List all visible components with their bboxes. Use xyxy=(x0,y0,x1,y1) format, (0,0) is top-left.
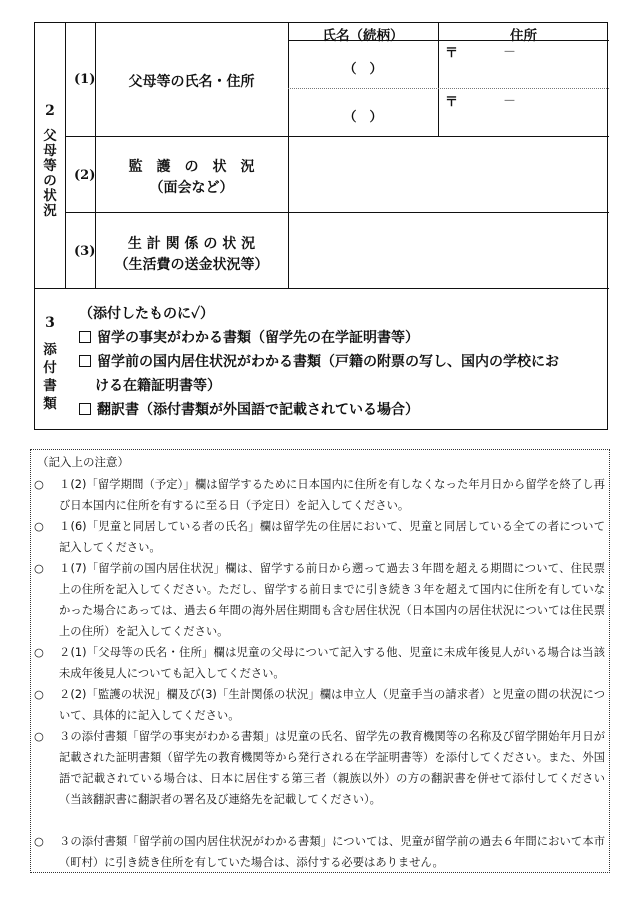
row-3-label: 生 計 関 係 の 状 況 xyxy=(127,236,256,252)
attachment-instructions: （添付したものに✓） xyxy=(79,306,215,322)
attachment-item-study-proof[interactable]: 留学の事実がわかる書類（留学先の在学証明書等） xyxy=(79,327,419,347)
application-form-table xyxy=(34,22,608,430)
row-2-sublabel: （面会など） xyxy=(149,180,234,196)
row-3-sublabel: （生活費の送金状況等） xyxy=(114,257,269,273)
checkbox[interactable] xyxy=(79,331,91,343)
attachment-item-translation[interactable]: 翻訳書（添付書類が外国語で記載されている場合） xyxy=(79,399,419,419)
bullet-icon: ○ xyxy=(34,562,44,575)
note-text: ２(1)「父母等の氏名・住所」欄は児童の父母について記入する他、児童に未成年後見人がいる場合は当該未成年後見人についても記入してください。 xyxy=(59,646,605,680)
table-divider xyxy=(65,136,609,137)
checkbox[interactable] xyxy=(79,403,91,415)
note-text: １(6)「児童と同居している者の氏名」欄は留学先の住居において、児童と同居している全ての者について記入してください。 xyxy=(59,520,605,554)
table-divider xyxy=(35,288,609,289)
name-column-header: 氏名（続柄） xyxy=(322,28,404,44)
table-divider xyxy=(288,88,609,89)
bullet-icon: ○ xyxy=(34,688,44,701)
note-text: ２(2)「監護の状況」欄及び(3)「生計関係の状況」欄は申立人（児童手当の請求者）と児童の間の状況について、具体的に記入してください。 xyxy=(59,688,605,722)
section-2-title: 父 母 等 の 状 況 xyxy=(43,128,57,219)
bullet-icon: ○ xyxy=(34,835,44,848)
row-1-label: 父母等の氏名・住所 xyxy=(128,74,255,90)
postal-mark-1: 〒 xyxy=(445,46,459,61)
relation-placeholder-1: （ ） xyxy=(343,62,383,77)
bullet-icon: ○ xyxy=(34,520,44,533)
bullet-icon: ○ xyxy=(34,478,44,491)
section-3-title: 添 付 書 類 xyxy=(43,342,57,412)
attachment-item-residence-proof-cont: ける在籍証明書等） xyxy=(95,378,221,394)
bullet-icon: ○ xyxy=(34,646,44,659)
note-text: ３の添付書類「留学前の国内居住状況がわかる書類」については、児童が留学前の過去６年間において本市（町村）に引き続き住所を有していた場合は、添付する必要はありません。 xyxy=(59,835,605,869)
note-text: １(7)「留学前の国内居住状況」欄は、留学する前日から遡って過去３年間を超える期間について、住民票上の住所を記入してください。ただし、留学する前日までに引き続き３年を超えて国内に住所を有していなかった場合にあっては、過去６年間の海外居住期間も含む居住状況（日本国内の居住状況については住民票上の住所）を記入してください。 xyxy=(59,562,605,638)
note-text: ３の添付書類「留学の事実がわかる書類」は児童の氏名、留学先の教育機関等の名称及び留学開始年月日が記載された証明書類（留学先の教育機関等から発行される在学証明書等）を添付してください。また、外国語で記載されている場合は、日本に居住する第三者（親族以外）の方の翻訳書を併せて添付してください（当該翻訳書に翻訳者の署名及び連絡先を記載してください）。 xyxy=(59,730,605,806)
row-2-number: (2) xyxy=(74,168,96,183)
row-1-number: (1) xyxy=(74,72,96,87)
section-2-number: 2 xyxy=(45,103,55,119)
postal-mark-2: 〒 xyxy=(445,95,459,110)
relation-placeholder-2: （ ） xyxy=(343,110,383,125)
bullet-icon: ○ xyxy=(34,730,44,743)
notes-box xyxy=(30,449,610,873)
table-divider xyxy=(65,23,66,288)
postal-dash-1: － xyxy=(503,45,517,60)
row-3-number: (3) xyxy=(74,244,96,259)
section-3-number: 3 xyxy=(45,315,55,331)
table-divider xyxy=(65,212,609,213)
address-column-header: 住所 xyxy=(510,28,537,44)
notes-header: （記入上の注意） xyxy=(37,455,129,469)
row-2-label: 監 護 の 状 況 xyxy=(128,159,255,175)
note-text: １(2)「留学期間（予定）」欄は留学するために日本国内に住所を有しなくなった年月日から留学を終了し再び日本国内に住所を有するに至る日（予定日）を記入してください。 xyxy=(59,478,605,512)
postal-dash-2: － xyxy=(503,94,517,109)
attachment-item-residence-proof[interactable]: 留学前の国内居住状況がわかる書類（戸籍の附票の写し、国内の学校にお xyxy=(79,351,559,371)
checkbox[interactable] xyxy=(79,355,91,367)
